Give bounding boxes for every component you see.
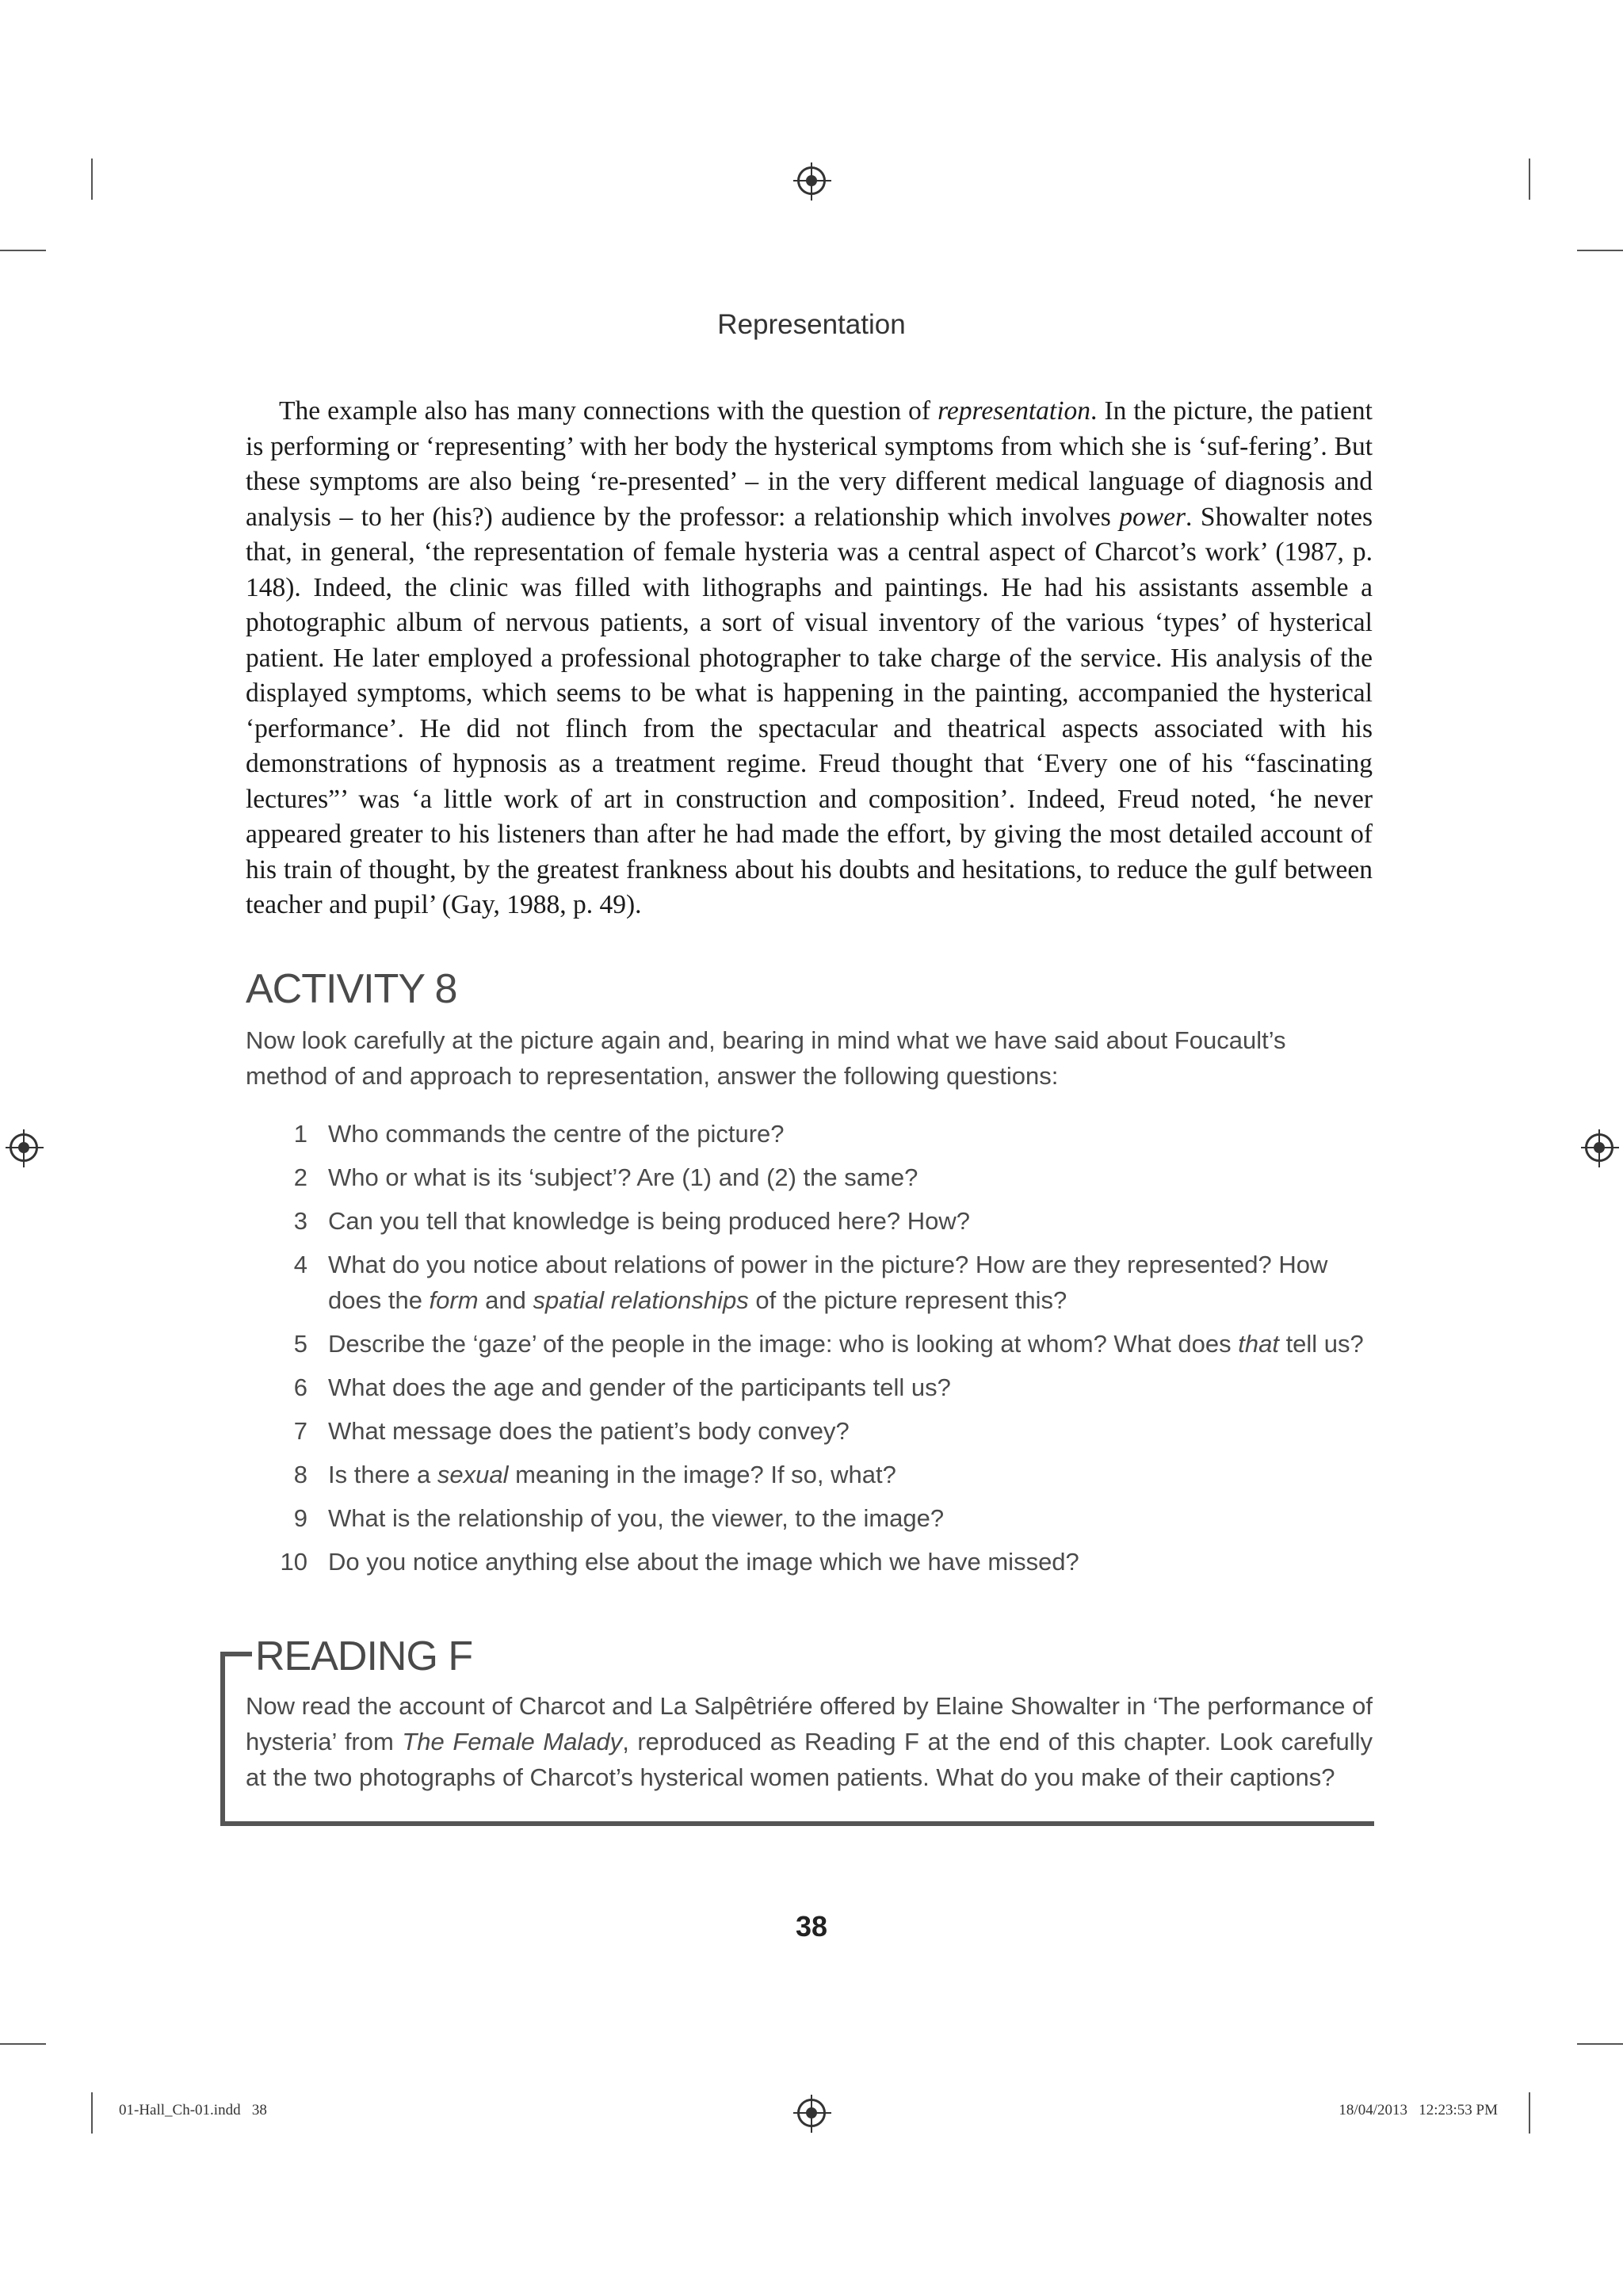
activity-title: ACTIVITY 8 [246,966,457,1012]
question-item: 1 Who commands the centre of the picture? [293,1120,785,1148]
question-item: 4 What do you notice about relations of power in the picture? How are they represented? How does the form and spatial relationships of the picture represent this? [293,1251,1328,1314]
question-item: 2 Who or what is its ‘subject’? Are (1) and (2) the same? [293,1163,918,1191]
registration-mark-icon [797,2099,826,2127]
page-number: 38 [795,1910,828,1943]
registration-mark-icon [797,166,826,195]
activity-intro: Now look carefully at the picture again and, bearing in mind what we have said about Foucault’s method of and approach to representation, answer the following questions: [246,1026,1286,1090]
reading-text: Now read the account of Charcot and La Salpêtriére offered by Elaine Showalter in ‘The performance of hysteria’ from The Female Malady, reproduced as Reading F at the end of this chapter. Look carefully at the two photographs of Charcot’s hysterical women patients. What do you make of their captions? [246,1692,1373,1791]
reading-title: READING F [255,1633,473,1679]
crop-mark [91,2092,93,2134]
question-item: 8 Is there a sexual meaning in the image? If so, what? [293,1461,896,1488]
registration-mark-icon [10,1133,38,1162]
question-item: 9 What is the relationship of you, the viewer, to the image? [293,1504,945,1532]
question-item: 6 What does the age and gender of the participants tell us? [293,1373,951,1401]
question-item: 3 Can you tell that knowledge is being produced here? How? [293,1207,970,1235]
crop-mark [1529,159,1530,200]
question-item: 7 What message does the patient’s body convey? [293,1417,850,1445]
crop-mark [0,2043,46,2045]
crop-mark [91,159,93,200]
running-head: Representation [717,309,906,340]
slug-timestamp: 18/04/2013 12:23:53 PM [1338,2102,1498,2118]
question-list [262,1116,1379,1587]
crop-mark [0,250,46,251]
slug-file-info: 01-Hall_Ch-01.indd 38 [119,2102,267,2118]
question-item: 10 Do you notice anything else about the image which we have missed? [280,1548,1079,1576]
crop-mark [1529,2092,1530,2134]
registration-mark-icon [1585,1133,1613,1162]
question-item: 5 Describe the ‘gaze’ of the people in the image: who is looking at whom? What does that tell us? [293,1330,1364,1358]
crop-mark [1577,250,1623,251]
body-paragraph: The example also has many connections with the question of representation. In the picture, the patient is performing or ‘representing’ with her body the hysterical symptoms from which she is ‘suf-fering’. But these symptoms are also being ‘re-presented’ – in the very different medical language of diagnosis and analysis – to her (his?) audience by the professor: a relationship which involves power. Showalter notes that, in general, ‘the representation of female hysteria was a central aspect of Charcot’s work’ (1987, p. 148). Indeed, the clinic was filled with lithographs and paintings. He had his assistants assemble a photographic album of nervous patients, a sort of visual inventory of the various ‘types’ of hysterical patient. He later employed a professional photographer to take charge of the service. His analysis of the displayed symptoms, which seems to be what is happening in the painting, accompanied the hysterical ‘performance’. He did not flinch from the spectacular and theatrical aspects associated with his demonstrations of hypnosis as a treatment regime. Freud thought that ‘Every one of his “fascinating lectures”’ was ‘a little work of art in construction and composition’. Indeed, Freud noted, ‘he never appeared greater to his listeners than after he had made the effort, by giving the most detailed account of his train of thought, by the greatest frankness about his doubts and hesitations, to reduce the gulf between teacher and pupil’ (Gay, 1988, p. 49). [246,396,1373,919]
crop-mark [1577,2043,1623,2045]
reading-box-tick [220,1652,252,1656]
